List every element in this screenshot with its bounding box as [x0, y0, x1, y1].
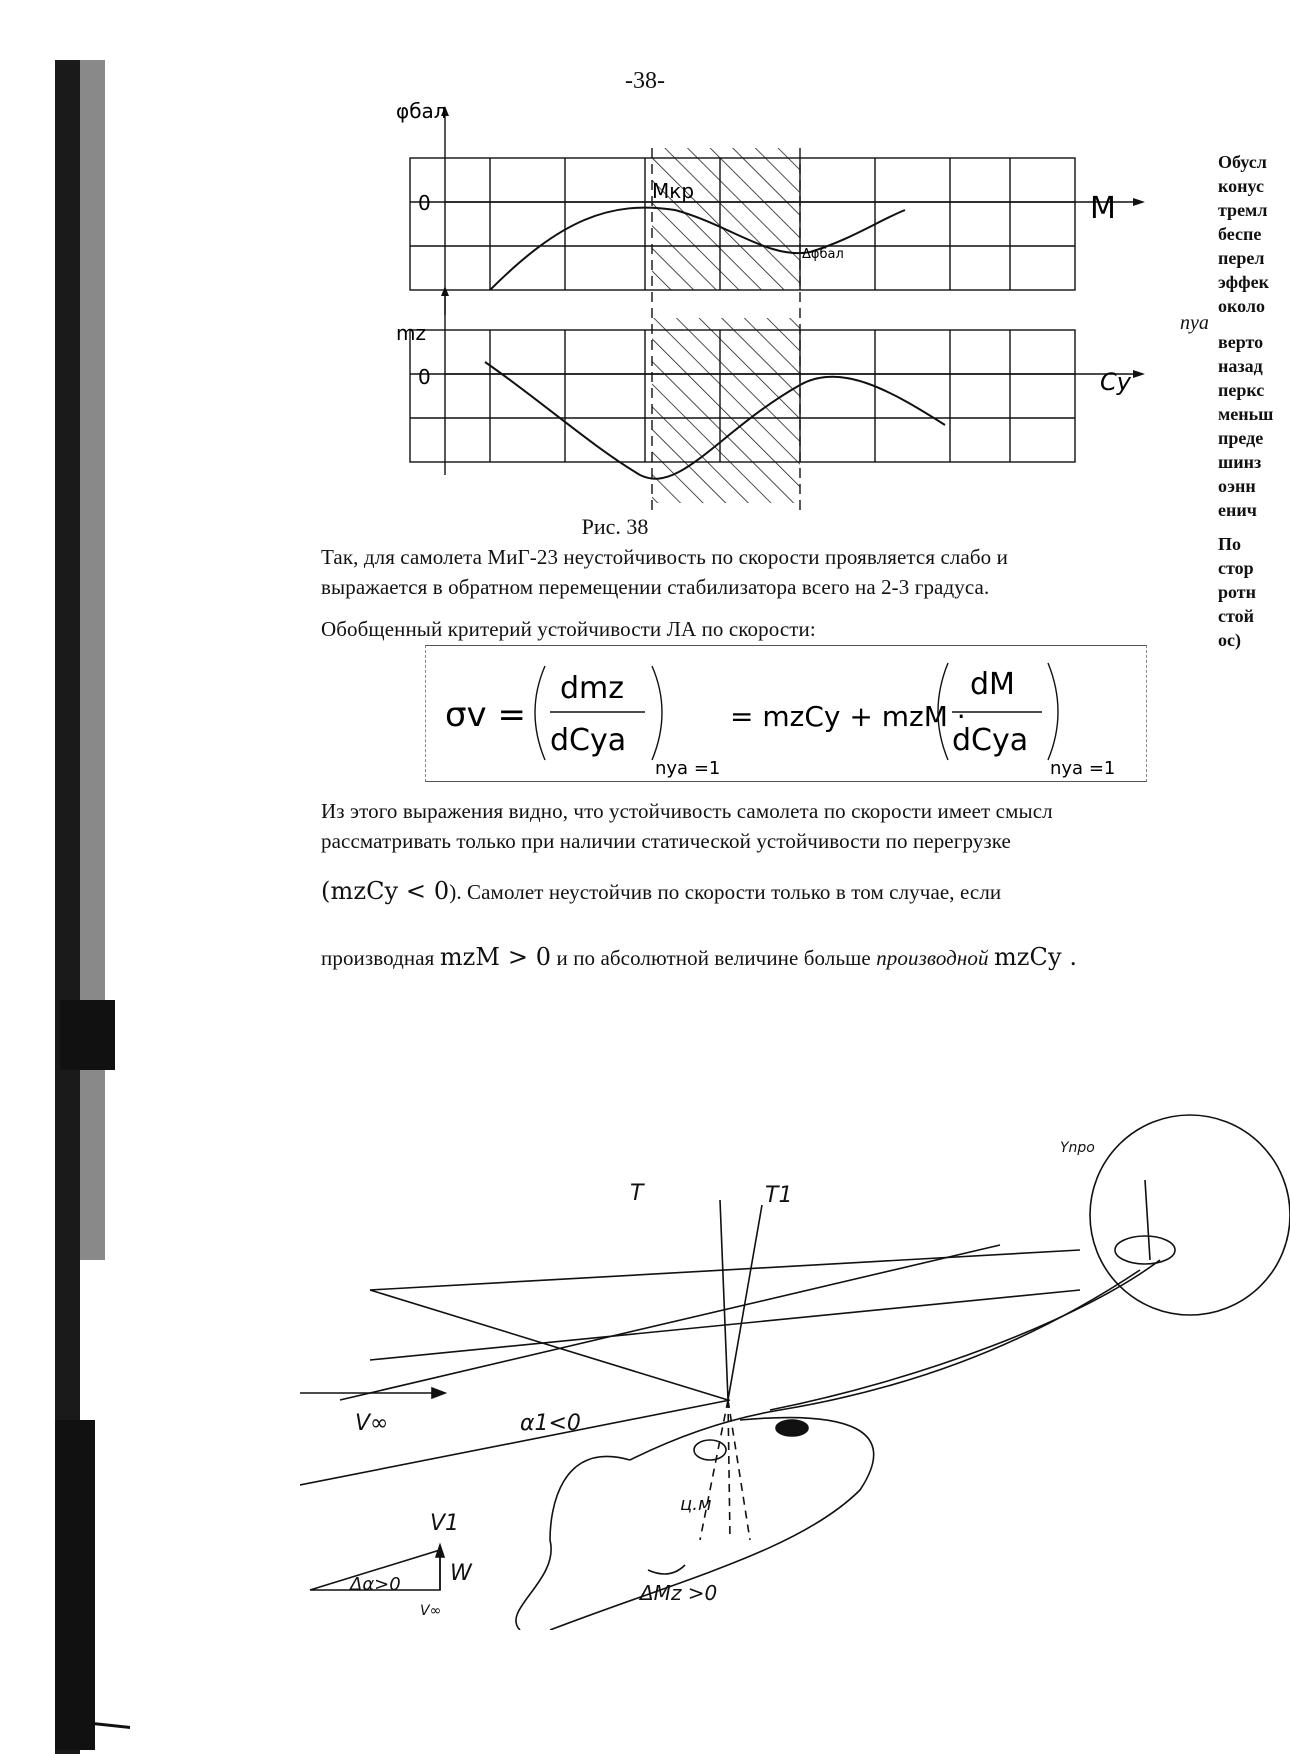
- label-T: T: [630, 1181, 644, 1206]
- page-number: -38-: [625, 68, 665, 94]
- top-x-axis-label: M: [1090, 191, 1116, 226]
- label-W: W: [450, 1561, 472, 1586]
- label-center-mass: ц.м: [680, 1494, 712, 1515]
- formula-sigma: σv =: [445, 695, 526, 735]
- paragraph-3-line-3: (mzCy < 0). Самолет неустойчив по скорости только в том случае, если: [321, 877, 1002, 905]
- hatched-region-top: [652, 148, 800, 290]
- bottom-zero-label: 0: [418, 365, 431, 389]
- figure-caption: Рис. 38: [581, 514, 649, 539]
- scan-edge-shadow: [0, 0, 130, 1754]
- condition-static-stability: (mzCy < 0: [321, 877, 450, 905]
- label-tail: Ynpo: [1060, 1140, 1095, 1156]
- paragraph-3-line-4: производная mzM > 0 и по абсолютной величине больше производной mzCy .: [321, 943, 1078, 971]
- top-zero-label: 0: [418, 191, 431, 215]
- tail-rotor: [1090, 1115, 1290, 1315]
- bottom-x-axis-label: Cy: [1100, 368, 1131, 396]
- helicopter-sketch: [300, 1110, 1290, 1630]
- bottom-y-axis-label: mz: [396, 321, 426, 345]
- condition-mzM: mzM > 0: [439, 943, 552, 971]
- label-delta-Mz: ΔMz >0: [640, 1581, 718, 1605]
- paragraph-1-line-1: Так, для самолета МиГ-23 неустойчивость по скорости проявляется слабо и: [321, 545, 1008, 569]
- tail-hub: [1115, 1236, 1175, 1264]
- engine-intake: [694, 1440, 726, 1460]
- formula-denominator-1: dCya: [550, 723, 627, 758]
- label-alpha: α1<0: [520, 1411, 581, 1436]
- adjacent-page-fragment: Обусл конус тремл беспе перел эффек около верто назад перкс меньш преде шинз оэнн енич По стор ротн стой ос): [1218, 152, 1274, 650]
- formula-subscript-1: nya =1: [655, 758, 721, 778]
- thrust-T: [720, 1200, 728, 1400]
- figure-38: [390, 100, 1190, 520]
- side-label: nya: [1180, 312, 1209, 334]
- formula-equals: = mzCy + mzM ·: [730, 700, 966, 733]
- stability-formula: [430, 648, 1150, 778]
- paragraph-3-line-1: Из этого выражения видно, что устойчивость самолета по скорости имеет смысл: [321, 799, 1053, 823]
- formula-numerator-1: dmz: [560, 671, 625, 706]
- condition-mzCy: mzCy .: [993, 943, 1078, 971]
- moment-arc: [648, 1565, 685, 1574]
- critical-label: Mкр: [652, 179, 695, 203]
- label-V-inf-small: V∞: [420, 1603, 442, 1619]
- paragraph-1-line-2: выражается в обратном перемещении стабилизатора всего на 2-3 градуса.: [321, 575, 990, 599]
- paragraph-2: Обобщенный критерий устойчивости ЛА по скорости:: [321, 617, 816, 641]
- top-y-axis-label: φбал: [396, 100, 447, 123]
- paragraph-3-line-2: рассматривать только при наличии статической устойчивости по перегрузке: [321, 829, 1011, 853]
- delta-phi-label: Δφбал: [802, 247, 844, 262]
- rotor-line-1: [370, 1250, 1080, 1290]
- label-delta-alpha: Δα>0: [350, 1574, 401, 1595]
- label-V-inf: V∞: [355, 1411, 389, 1436]
- formula-denominator-2: dCya: [952, 723, 1029, 758]
- formula-subscript-2: nya =1: [1050, 758, 1116, 778]
- label-T1: T1: [765, 1183, 793, 1208]
- label-V1: V1: [430, 1511, 460, 1536]
- formula-numerator-2: dM: [970, 667, 1015, 702]
